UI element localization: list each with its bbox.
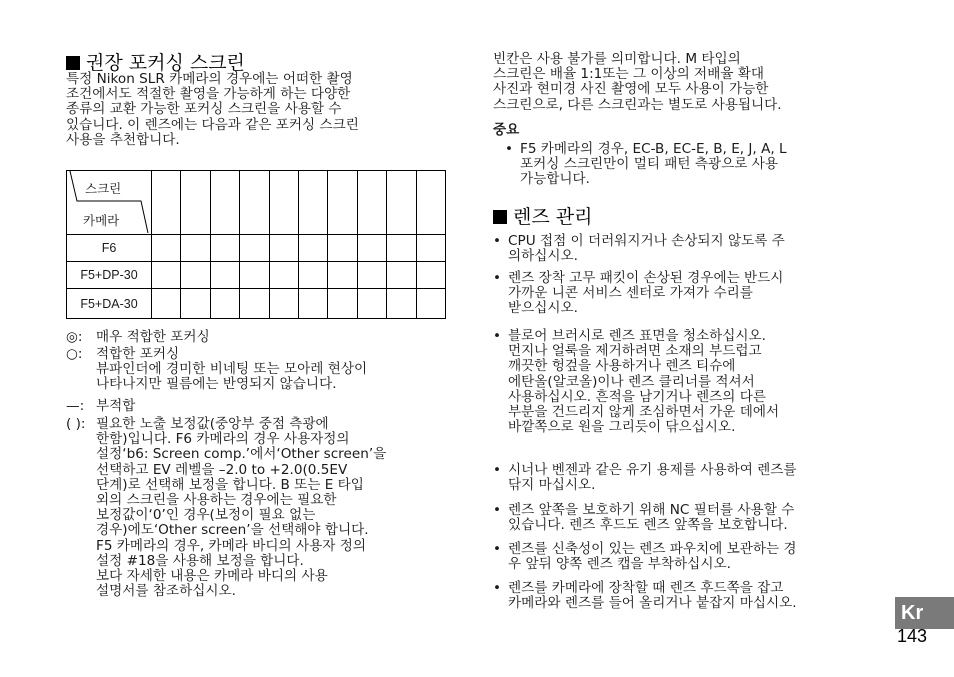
table-cell <box>328 289 357 319</box>
square-bullet-icon <box>66 56 80 70</box>
table-cell <box>181 289 210 319</box>
table-cell <box>240 289 269 319</box>
screen-compatibility-table <box>66 170 446 319</box>
dash-icon: —: <box>66 398 85 414</box>
page-number: 143 <box>897 626 928 646</box>
table-cell <box>152 262 181 289</box>
table-cell <box>269 289 298 319</box>
table-cell <box>387 262 416 289</box>
table-cell <box>269 171 298 235</box>
table-cell <box>181 235 210 262</box>
row-label-f6: F6 <box>67 235 152 262</box>
table-cell <box>416 171 445 235</box>
table-cell <box>357 171 386 235</box>
table-cell <box>416 262 445 289</box>
table-cell <box>387 289 416 319</box>
section-heading-lens-care: 렌즈 관리 <box>493 206 592 228</box>
important-heading: 중요 <box>493 122 520 138</box>
double-circle-icon: ◎: <box>66 329 83 345</box>
parentheses-icon: ( ): <box>66 416 86 432</box>
bullet-dot-icon: • <box>493 328 502 344</box>
bullet-dot-icon: • <box>493 580 502 596</box>
table-cell <box>328 235 357 262</box>
table-cell <box>210 171 239 235</box>
table-cell <box>240 262 269 289</box>
section-heading-focusing-screen: 권장 포커싱 스크린 <box>66 52 245 74</box>
bullet-dot-icon: • <box>493 502 502 518</box>
table-cell <box>152 289 181 319</box>
table-cell <box>240 235 269 262</box>
table-cell <box>416 235 445 262</box>
table-cell <box>328 171 357 235</box>
bullet-dot-icon: • <box>493 541 502 557</box>
table-cell <box>269 262 298 289</box>
blank-cell-note: 빈칸은 사용 불가를 의미합니다. M 타입의 스크린은 배율 1:1또는 그 이상의 저배율 확대 사진과 현미경 사진 촬영에 모두 사용이 가능한 스크린으로, 다른 스크린과는 별도로 사용됩니다. <box>493 51 782 113</box>
table-row <box>67 235 446 262</box>
bullet-dot-icon: • <box>505 141 514 157</box>
table-cell <box>210 262 239 289</box>
table-cell <box>298 262 327 289</box>
table-cell <box>210 289 239 319</box>
bullet-dot-icon: • <box>493 462 502 478</box>
table-cell <box>240 171 269 235</box>
table-cell <box>298 235 327 262</box>
table-corner-cell <box>67 171 152 235</box>
table-cell <box>328 262 357 289</box>
table-row <box>67 289 446 319</box>
table-cell <box>387 171 416 235</box>
table-cell <box>357 289 386 319</box>
table-cell <box>416 289 445 319</box>
header-screen-label: 스크린 <box>85 182 122 196</box>
focusing-screen-intro: 특정 Nikon SLR 카메라의 경우에는 어떠한 촬영 조건에서도 적절한 촬영을 가능하게 하는 다양한 종류의 교환 가능한 포커싱 스크린을 사용할 수 있습니다. 이 렌즈에는 다음과 같은 포커싱 스크린 사용을 추천합니다. <box>66 71 359 148</box>
table-header-row <box>67 171 446 235</box>
table-cell <box>387 235 416 262</box>
table-cell <box>152 171 181 235</box>
table-cell <box>298 289 327 319</box>
table-cell <box>152 235 181 262</box>
table-cell <box>181 171 210 235</box>
table-cell <box>298 171 327 235</box>
row-label-f5-dp30: F5+DP-30 <box>67 262 152 289</box>
table-cell <box>357 235 386 262</box>
language-tab: Kr <box>895 597 954 629</box>
header-camera-label: 카메라 <box>83 214 120 228</box>
bullet-dot-icon: • <box>493 270 502 286</box>
bullet-dot-icon: • <box>493 233 502 249</box>
table-cell <box>357 262 386 289</box>
row-label-f5-da30: F5+DA-30 <box>67 289 152 319</box>
table-cell <box>181 262 210 289</box>
table-cell <box>269 235 298 262</box>
circle-icon: ○: <box>66 346 83 362</box>
table-row <box>67 262 446 289</box>
square-bullet-icon <box>493 210 507 224</box>
table-cell <box>210 235 239 262</box>
